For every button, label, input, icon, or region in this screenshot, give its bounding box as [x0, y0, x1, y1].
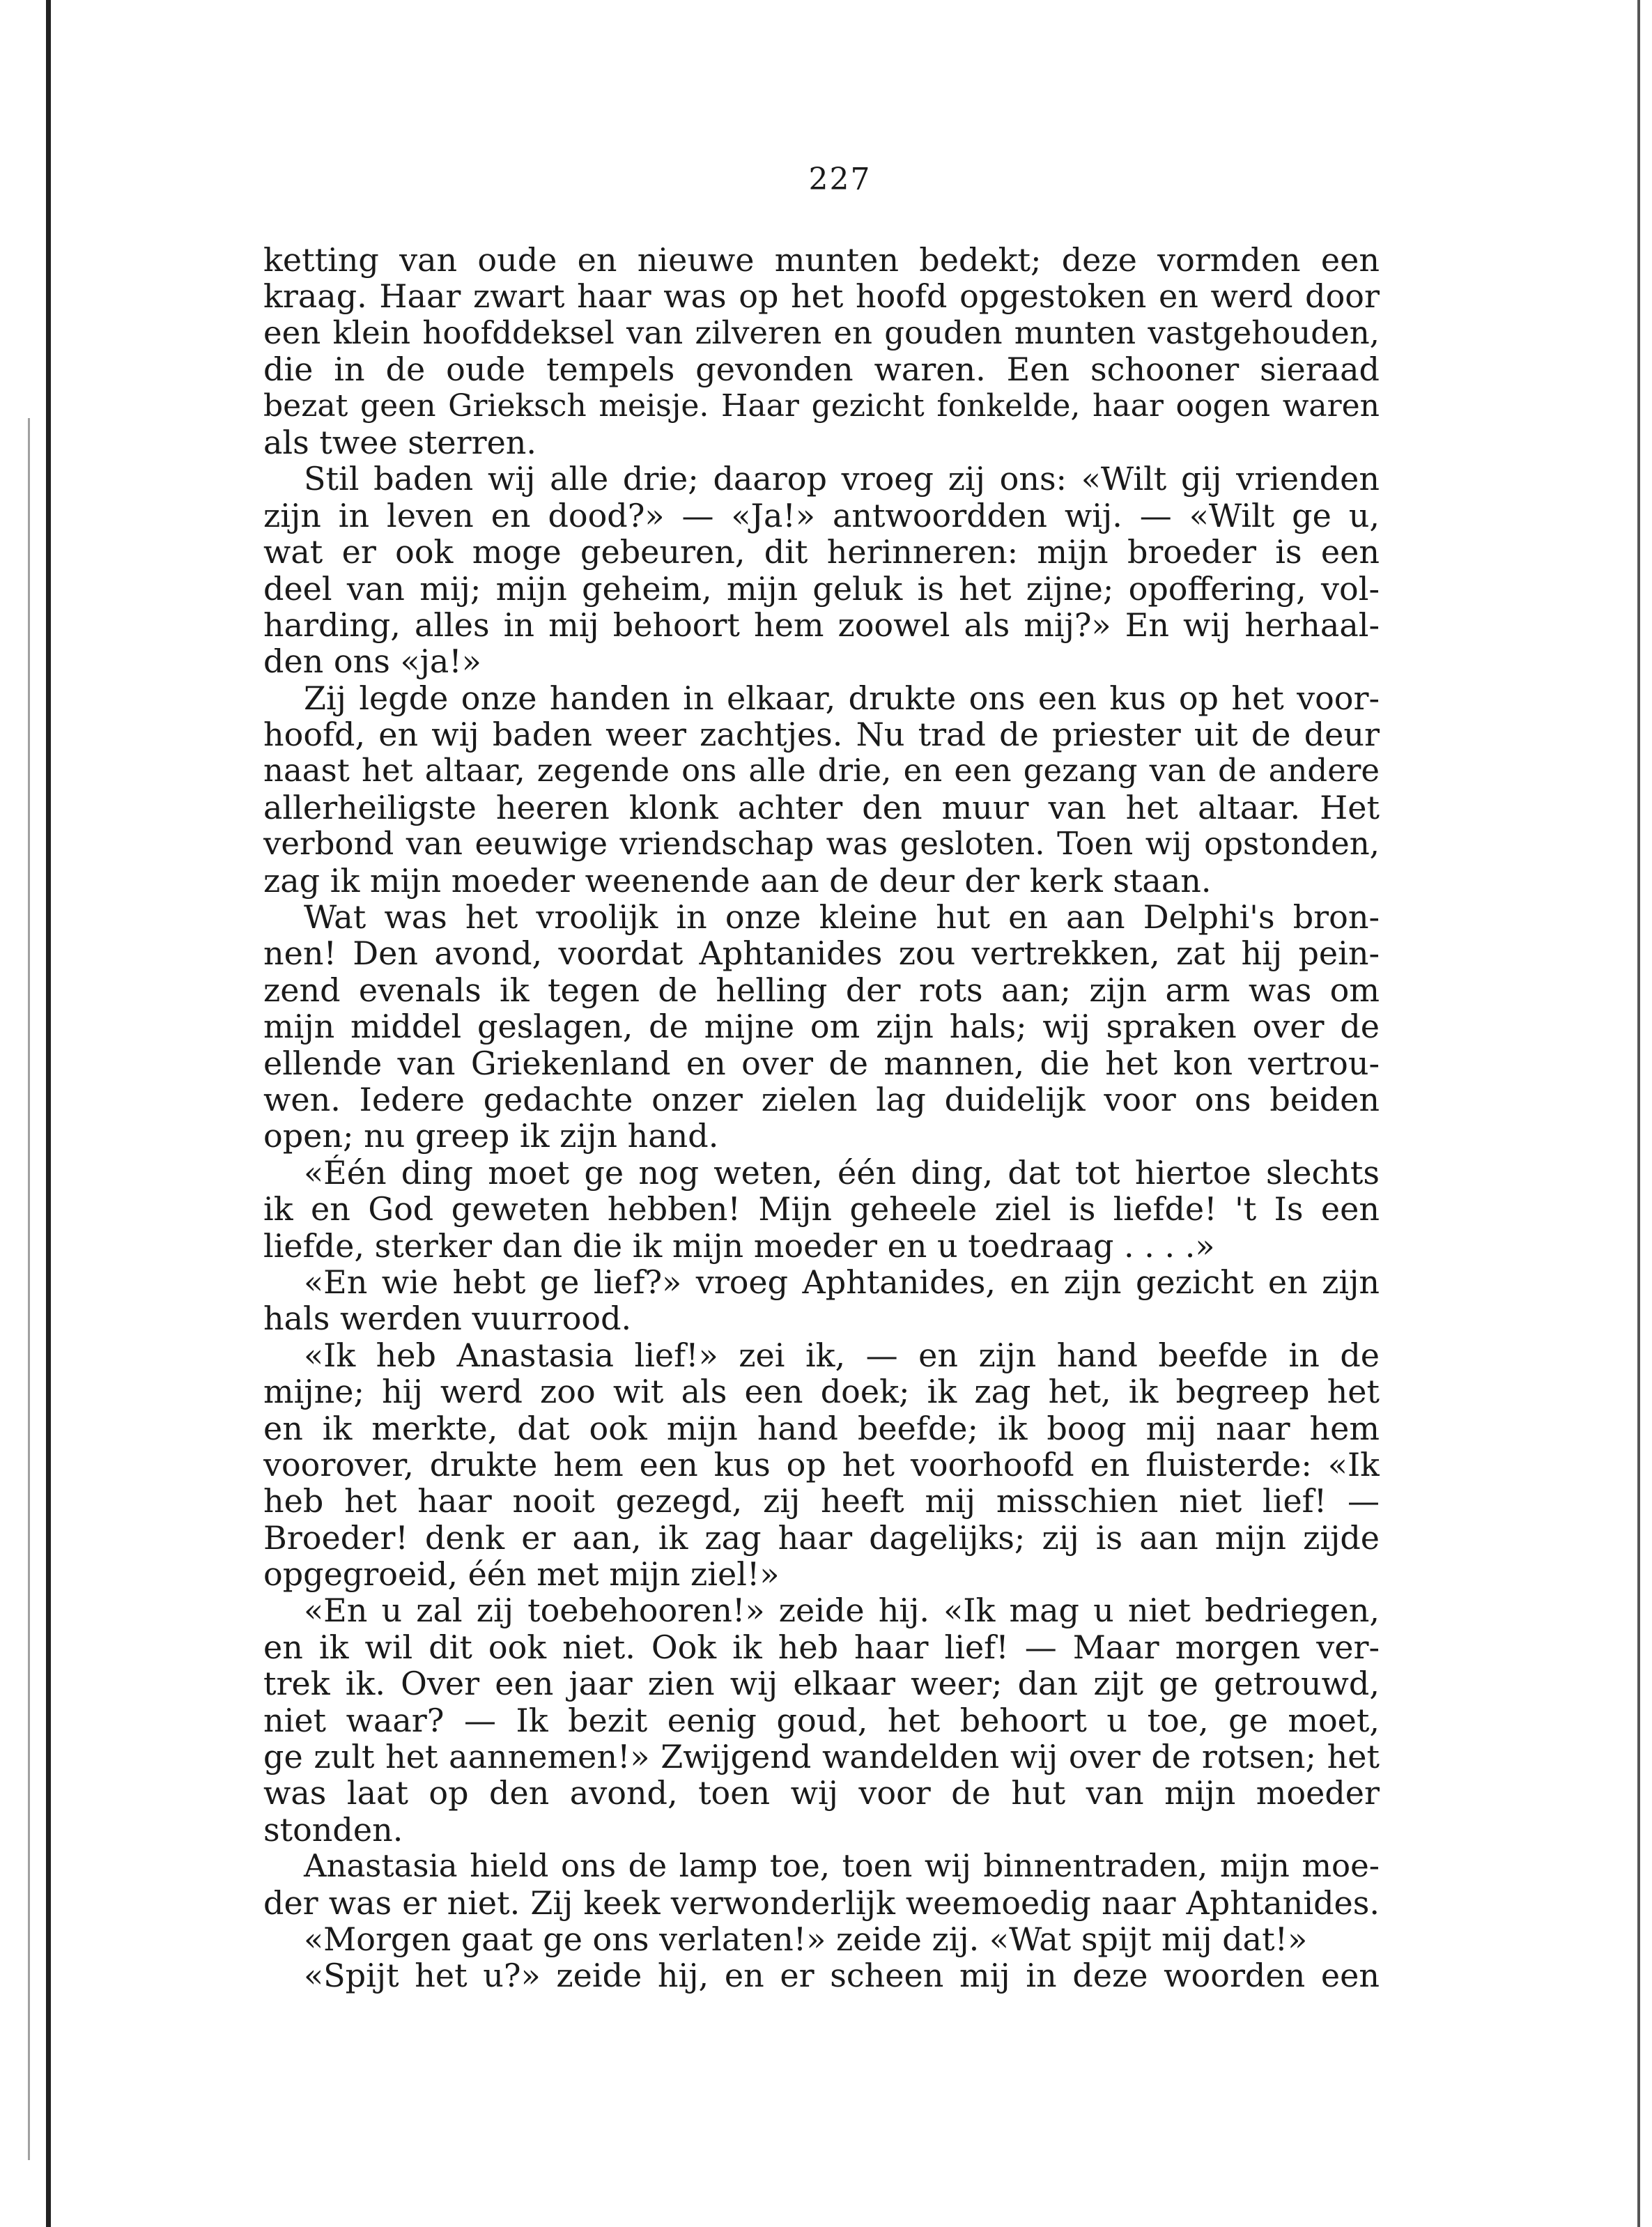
text-line: den ons «ja!»: [263, 643, 481, 680]
text-line: hals werden vuurrood.: [263, 1300, 632, 1337]
text-line: opgegroeid, één met mijn ziel!»: [263, 1556, 780, 1593]
text-line: ik en God geweten hebben! Mijn geheele ziel is liefde! 't Is een: [263, 1191, 1380, 1228]
text-line: ellende van Griekenland en over de mannen, die het kon vertrou-: [263, 1045, 1380, 1081]
text-line: kraag. Haar zwart haar was op het hoofd opgestoken en werd door: [263, 278, 1380, 315]
text-line: «En u zal zij toebehooren!» zeide hij. «Ik mag u niet bedriegen,: [304, 1592, 1380, 1629]
text-line: zag ik mijn moeder weenende aan de deur der kerk staan.: [263, 862, 1212, 900]
page-binding-shadow: [28, 418, 30, 2160]
text-line: verbond van eeuwige vriendschap was gesloten. Toen wij opstonden,: [263, 826, 1380, 863]
text-line: niet waar? — Ik bezit eenig goud, het behoort u toe, ge moet,: [263, 1702, 1380, 1739]
text-line: «En wie hebt ge lief?» vroeg Aphtanides, en zijn gezicht en zijn: [304, 1263, 1380, 1301]
body-text: [263, 242, 1380, 1994]
text-line: Zij legde onze handen in elkaar, drukte ons een kus op het voor-: [304, 679, 1380, 717]
text-line: trek ik. Over een jaar zien wij elkaar weer; dan zijt ge getrouwd,: [263, 1665, 1380, 1702]
text-line: «Spijt het u?» zeide hij, en er scheen mij in deze woorden een: [304, 1957, 1380, 1994]
text-line: der was er niet. Zij keek verwonderlijk weemoedig naar Aphtanides.: [263, 1884, 1380, 1921]
text-line: «Ik heb Anastasia lief!» zei ik, — en zijn hand beefde in de: [304, 1336, 1380, 1374]
text-line: Broeder! denk er aan, ik zag haar dagelijks; zij is aan mijn zijde: [263, 1519, 1380, 1557]
text-line: wat er ook moge gebeuren, dit herinneren: mijn broeder is een: [263, 534, 1380, 571]
text-line: heb het haar nooit gezegd, zij heeft mij misschien niet lief! —: [263, 1483, 1380, 1520]
text-line: en ik wil dit ook niet. Ook ik heb haar lief! — Maar morgen ver-: [263, 1628, 1380, 1666]
text-line: stonden.: [263, 1811, 403, 1849]
text-line: hoofd, en wij baden weer zachtjes. Nu trad de priester uit de deur: [263, 716, 1380, 753]
text-line: die in de oude tempels gevonden waren. Een schooner sieraad: [263, 351, 1380, 388]
text-line: mijne; hij werd zoo wit als een doek; ik zag het, ik begreep het: [263, 1373, 1380, 1410]
text-line: was laat op den avond, toen wij voor de hut van mijn moeder: [263, 1775, 1380, 1812]
page-number: 227: [808, 162, 872, 197]
text-line: «Één ding moet ge nog weten, één ding, dat tot hiertoe slechts: [304, 1154, 1380, 1192]
text-line: als twee sterren.: [263, 424, 537, 461]
text-line: ge zult het aannemen!» Zwijgend wandelden wij over de rotsen; het: [263, 1739, 1380, 1775]
text-line: ketting van oude en nieuwe munten bedekt; deze vormden een: [263, 242, 1380, 279]
text-line: Anastasia hield ons de lamp toe, toen wij binnentraden, mijn moe-: [304, 1848, 1380, 1885]
text-line: Wat was het vroolijk in onze kleine hut en aan Delphi's bron-: [304, 899, 1380, 936]
text-line: voorover, drukte hem een kus op het voorhoofd en fluisterde: «Ik: [263, 1446, 1380, 1484]
text-line: nen! Den avond, voordat Aphtanides zou vertrekken, zat hij pein-: [263, 935, 1380, 972]
text-line: zend evenals ik tegen de helling der rots aan; zijn arm was om: [263, 971, 1380, 1009]
text-line: liefde, sterker dan die ik mijn moeder en u toedraag . . . .»: [263, 1227, 1215, 1264]
text-line: zijn in leven en dood?» — «Ja!» antwoordden wij. — «Wilt ge u,: [263, 497, 1380, 534]
text-line: open; nu greep ik zijn hand.: [263, 1118, 719, 1155]
text-line: en ik merkte, dat ook mijn hand beefde; ik boog mij naar hem: [263, 1410, 1380, 1447]
text-line: Stil baden wij alle drie; daarop vroeg zij ons: «Wilt gij vrienden: [304, 461, 1380, 498]
text-line: bezat geen Grieksch meisje. Haar gezicht fonkelde, haar oogen waren: [263, 387, 1380, 424]
text-line: wen. Iedere gedachte onzer zielen lag duidelijk voor ons beiden: [263, 1081, 1380, 1118]
text-line: naast het altaar, zegende ons alle drie, en een gezang van de andere: [263, 753, 1380, 789]
page-left-edge: [46, 0, 51, 2227]
text-line: «Morgen gaat ge ons verlaten!» zeide zij. «Wat spijt mij dat!»: [304, 1920, 1308, 1958]
text-line: harding, alles in mij behoort hem zoowel als mij?» En wij herhaal-: [263, 606, 1380, 644]
page-right-edge: [1637, 0, 1640, 2227]
text-line: deel van mij; mijn geheim, mijn geluk is het zijne; opoffering, vol-: [263, 570, 1380, 607]
text-line: allerheiligste heeren klonk achter den muur van het altaar. Het: [263, 789, 1380, 826]
text-line: een klein hoofddeksel van zilveren en gouden munten vastgehouden,: [263, 314, 1380, 351]
text-line: mijn middel geslagen, de mijne om zijn hals; wij spraken over de: [263, 1008, 1380, 1045]
